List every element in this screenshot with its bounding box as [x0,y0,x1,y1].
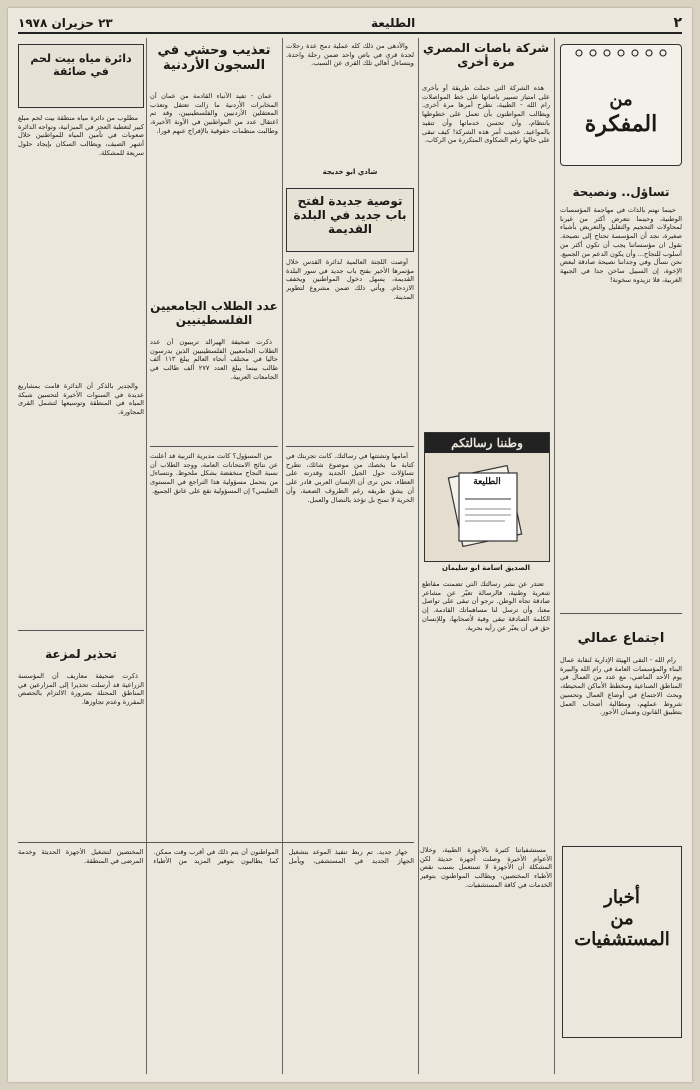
paragraph: والجدير بالذكر أن الدائرة قامت بمشاريع عديدة في السنوات الأخيرة لتحسين شبكة المياه في المنطقة وتوسيعها لتشمل القرى المجاورة. [18,382,144,417]
paragraph: جهاز جديد. تم ربط تنفيذ الموعد بتشغيل الجهاز الجديد في المستشفى، ويأمل المواطنون أن يتم ذلك في أقرب وقت ممكن. كما يطالبون بتوفير المزيد من الأطباء المختصين لتشغيل الأجهزة الحديثة وخدمة المرضى في المنطقة. [18,848,414,865]
article-title: تعذيب وحشي في السجون الأردنية [157,43,271,73]
divider [18,630,144,631]
box-line-1: أخبار [604,887,640,908]
paragraph: تعتذر عن نشر رسالتك التي تضمنت مقاطع شعرية وطنية، فالرسالة تعبّر عن مشاعر صادقة تجاه الوطن. نرجو أن تبقى على تواصل معنا، وأن ترسل لنا مساهماتك القادمة. إن الكلمة الصادقة تبقى وفية لأصحابها، وللإنسان حق في أن يعبّر عن رأيه بحرية. [422,580,550,632]
caption: الصديق اسامة ابو سليمان [441,564,531,572]
logo-paper-name: الطليعة [473,477,501,487]
article-body [560,656,682,836]
article-body [286,452,414,852]
article-body [560,206,682,606]
divider [18,842,414,843]
article-title: اجتماع عمالي [577,631,665,646]
paragraph: مستشفياتنا كثيرة بالأجهزة الطبية، وخلال الأعوام الأخيرة وصلت أجهزة حديثة لكن المشكلة أن الأجهزة لا تستعمل بسبب نقص الأطباء المختصين، ويطالب المواطنون بتوفير الخدمات في كافة المستشفيات. [420,846,552,889]
article-body [150,452,278,852]
paragraph: ذكرت صحيفة معاريف أن المؤسسة الزراعية قد أرسلت تحذيرا إلى المزارعين في المناطق المحتلة بضرورة الالتزام بالحصص المقررة وعدم تجاوزها. [18,672,144,707]
newspaper-logo-graphic [424,432,550,562]
article-body [286,42,414,162]
divider [560,613,682,614]
paper-stack-icon [425,453,549,553]
box-line-2: من [610,908,634,929]
column-rule [554,38,555,1074]
paragraph: مطلوب من دائرة مياه منطقة بيت لحم مبلغ كبير لتغطية العجز في الميزانية، وتواجه الدائرة صعوبات في تأمين المياه للمواطنين خلال أشهر الصيف، ويطالب السكان بإيجاد حلول سريعة للمشكلة. [18,114,144,157]
byline: شادي ابو خديجة [322,168,378,176]
article-title: توصية جديدة لفتح باب جديد في البلدة القديمة [293,194,407,236]
page-number: ٢ [673,15,682,31]
article-body [150,92,278,292]
paragraph: رام الله - التقى الهيئة الإدارية لنقابة عمال البناء والمؤسسات العامة في رام الله والبيرة يوم الأحد الماضي، مع عدد من العمال في المناطق الصناعية ومخطط الأماكن المحيطة، وبحث الاجتماع في أوضاع العمال وتحسين شروط عملهم، ومطالبة أصحاب العمل بتطبيق القانون وضمان الأجور. [560,656,682,717]
paragraph: هذه الشركة التي حملت طريقة أو بأخرى على امتياز تسيير باصاتها على خط المواصلات رام الله - الطيبة، نطرح أمرها مرة أخرى. ويطالب المواطنون بأن تعمل على خطوطها بانتظام، وأن تحسن خدماتها وأن تتقيد بالمواعيد. عجيب أمر هذه الشركة! كيف تبقى على حالها رغم الشكاوى المتكررة من الركاب. [422,84,550,145]
hospital-news-box [562,846,682,1038]
article-body [286,258,414,438]
section-name: الطليعة [371,16,416,30]
article-body [18,114,144,374]
box-line-3: المستشفيات [574,929,670,950]
logo-word-from: من [609,89,633,110]
logo-banner: وطننا رسالتكم [425,433,549,453]
article-title: عدد الطلاب الجامعيين الفلسطينيين [150,299,278,327]
paragraph: أمامها وتشتتها في رسالتك. كانت تجربتك في كتابة ما يخصك من موضوع شائك، تطرح تساؤلات حول الجيل الجديد وقدرته على العطاء. نحن نرى أن الإنسان العربي قادر على أن يشق طريقه رغم الظروف الصعبة، وأن الحرية لا تمنح بل تؤخذ بالنضال والعمل. [286,452,414,504]
article-title: تحذير لمزعة [45,647,117,661]
issue-date: ٢٣ حزيران ١٩٧٨ [18,16,113,30]
article-title: دائرة مياه بيت لحم في ضائقة [30,52,132,78]
paragraph: والأدهى من ذلك كله عملية دمج عدة رحلات لجدة قرى في باص واحد ضمن رحلة واحدة. ويتساءل أهالي تلك القرى عن السبب. [286,42,414,68]
article-body [422,580,550,830]
hospital-article-body [420,846,552,1036]
paragraph: حينما نهتم بالذات في مهاجمة المؤسسات الوطنية، وحينما نتعرض أكثر من غيرنا لمحاولات التحجيم والتقليل والتعريض بأشياء صغيرة، نجد أن المؤسسة تحتاج إلى نصيحة. نقول ان مؤسساتنا يجب أن تكون أكثر من أسلوب للنجاح... وأن يكون الدعم من الجميع. نحن نسأل وفي وجداننا نصيحة صادقة لبعض الإخوة، إن السبيل ساخن جدا في الجبهة الغربية، فلا تزيدوه سخونة! [560,206,682,284]
newspaper-page [8,8,692,1082]
article-body [422,84,550,424]
paragraph: عمان - تفيد الأنباء القادمة من عمان أن المخابرات الأردنية ما زالت تعتقل وتعذب المعتقلين الأردنيين والفلسطينيين، وقد تم اعتقال عدد من المواطنين في الآونة الأخيرة، وطالبت منظمات حقوقية بالإفراج عنهم فورا. [150,92,278,135]
paragraph: ذكرت صحيفة الهيرالد تريبيون أن عدد الطلاب الجامعيين الفلسطينيين الذين يدرسون حاليا في مختلف أنحاء العالم يبلغ ١١٣ ألف طالب بينما يبلغ العدد ٢٧٧ ألف طالب في الجامعات العربية. [150,338,278,381]
divider [150,446,278,447]
headline-box [286,188,414,252]
logo-word-notebook: المفكرة [584,111,658,137]
notebook-logo [560,44,682,166]
article-title: شركة باصات المصري مرة أخرى [423,41,549,69]
article-body [150,338,278,438]
divider [286,446,414,447]
paragraph: أوصت اللجنة العالمية لدائرة القدس خلال مؤتمرها الأخير بفتح باب جديد في سور البلدة القديمة، يسهل دخول المواطنين ويخفف الازدحام. ويأتي ذلك ضمن مشروع لتطوير المدينة. [286,258,414,301]
article-title: تساؤل.. ونصيحة [572,185,670,199]
page-header [18,14,682,34]
paragraph: من المسؤول؟ كانت مديرية التربية قد أعلنت عن نتائج الامتحانات العامة، ووجد الطلاب أن نسبة النجاح منخفضة بشكل ملحوظ. ونتساءل من يتحمل مسؤولية هذا التراجع في المستوى التعليمي؟ إن المسؤولية تقع على عاتق الجميع. [150,452,278,495]
headline-box [18,44,144,108]
article-body [18,672,144,832]
article-body [18,382,144,622]
bottom-article-body [18,848,414,1038]
column-rule [418,38,419,1074]
